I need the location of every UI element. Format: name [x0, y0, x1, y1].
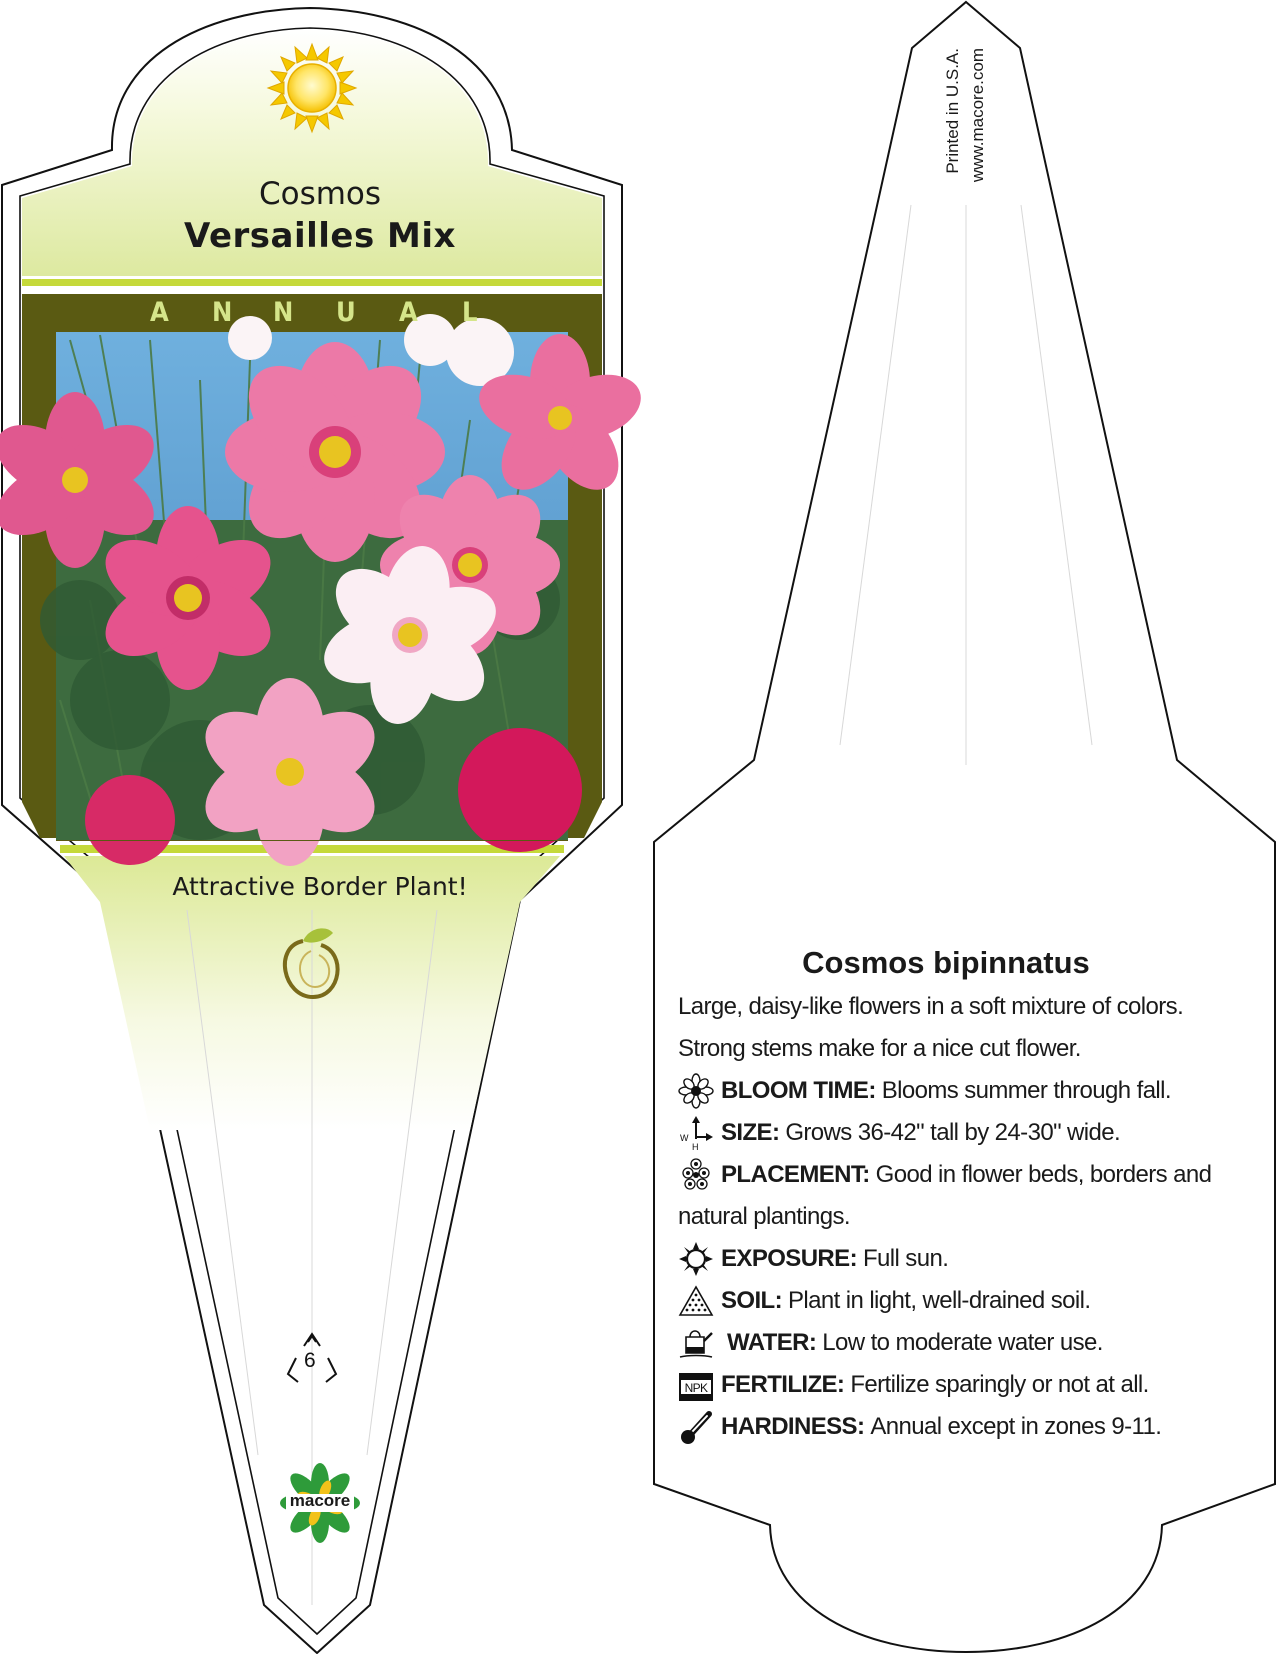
- placement-flowers-icon: [678, 1157, 714, 1193]
- care-text-soil: Plant in light, well-drained soil.: [788, 1287, 1091, 1314]
- recycle-number: 6: [304, 1349, 316, 1372]
- care-label-soil: SOIL:: [721, 1287, 782, 1314]
- description-line-2: Strong stems make for a nice cut flower.: [678, 1035, 1081, 1062]
- care-text-exposure: Full sun.: [862, 1245, 949, 1272]
- size-arrows-icon: [678, 1115, 714, 1151]
- sun-exposure-icon: [678, 1241, 714, 1277]
- common-name: Cosmos: [258, 176, 382, 212]
- thermometer-icon: [678, 1409, 714, 1445]
- care-label-placement: PLACEMENT:: [721, 1161, 870, 1188]
- care-text-placement-continued: natural plantings.: [678, 1203, 850, 1230]
- tagline: Attractive Border Plant!: [172, 872, 468, 901]
- header-band: [22, 279, 602, 286]
- care-row-placement: [678, 1154, 1238, 1196]
- care-text-placement: Good in flower beds, borders and: [875, 1161, 1212, 1188]
- cosmos-flower-photo: [0, 314, 649, 866]
- category-letter-4: U: [336, 297, 356, 328]
- category-letter-6: L: [462, 297, 478, 328]
- category-letter-1: A: [150, 297, 169, 328]
- care-text-water: Low to moderate water use.: [822, 1329, 1103, 1356]
- care-text-size: Grows 36-42" tall by 24-30" wide.: [785, 1119, 1121, 1146]
- website-text: www.macore.com: [968, 48, 987, 183]
- size-icon-w-letter: W: [680, 1133, 688, 1143]
- care-row-water: [678, 1322, 1238, 1364]
- care-label-exposure: EXPOSURE:: [721, 1245, 857, 1272]
- watering-can-icon: [678, 1325, 714, 1361]
- care-row-fertilize: [678, 1364, 1238, 1406]
- care-label-water: WATER:: [727, 1329, 817, 1356]
- care-row-exposure: [678, 1238, 1238, 1280]
- care-text-fertilize: Fertilize sparingly or not at all.: [850, 1371, 1149, 1398]
- brand-logo-text: macore: [289, 1491, 351, 1510]
- size-icon-h-letter: H: [692, 1142, 698, 1151]
- npk-icon-text: NPK: [684, 1381, 708, 1395]
- care-row-soil: [678, 1280, 1238, 1322]
- care-row-size: [678, 1112, 1238, 1154]
- variety-name: Versailles Mix: [184, 216, 456, 256]
- printed-in-text: Printed in U.S.A.: [943, 48, 962, 174]
- description-line-1: Large, daisy-like flowers in a soft mixture of colors.: [678, 993, 1184, 1020]
- care-row-hardiness: [678, 1406, 1238, 1448]
- care-text-bloom: Blooms summer through fall.: [881, 1077, 1171, 1104]
- care-label-fertilize: FERTILIZE:: [721, 1371, 845, 1398]
- bloom-flower-icon: [678, 1073, 714, 1109]
- soil-pile-icon: [678, 1283, 714, 1319]
- full-sun-icon: [268, 44, 356, 132]
- category-letter-3: N: [273, 297, 294, 328]
- npk-fertilizer-icon: [678, 1367, 714, 1403]
- botanical-name: Cosmos bipinnatus: [802, 945, 1090, 980]
- care-label-size: SIZE:: [721, 1119, 780, 1146]
- care-row-bloom: [678, 1070, 1238, 1112]
- category-letter-5: A: [399, 297, 418, 328]
- category-letter-2: N: [212, 297, 233, 328]
- care-label-bloom: BLOOM TIME:: [721, 1077, 876, 1104]
- care-info: [678, 940, 1238, 1448]
- care-text-hardiness: Annual except in zones 9-11.: [870, 1413, 1162, 1440]
- care-label-hardiness: HARDINESS:: [721, 1413, 865, 1440]
